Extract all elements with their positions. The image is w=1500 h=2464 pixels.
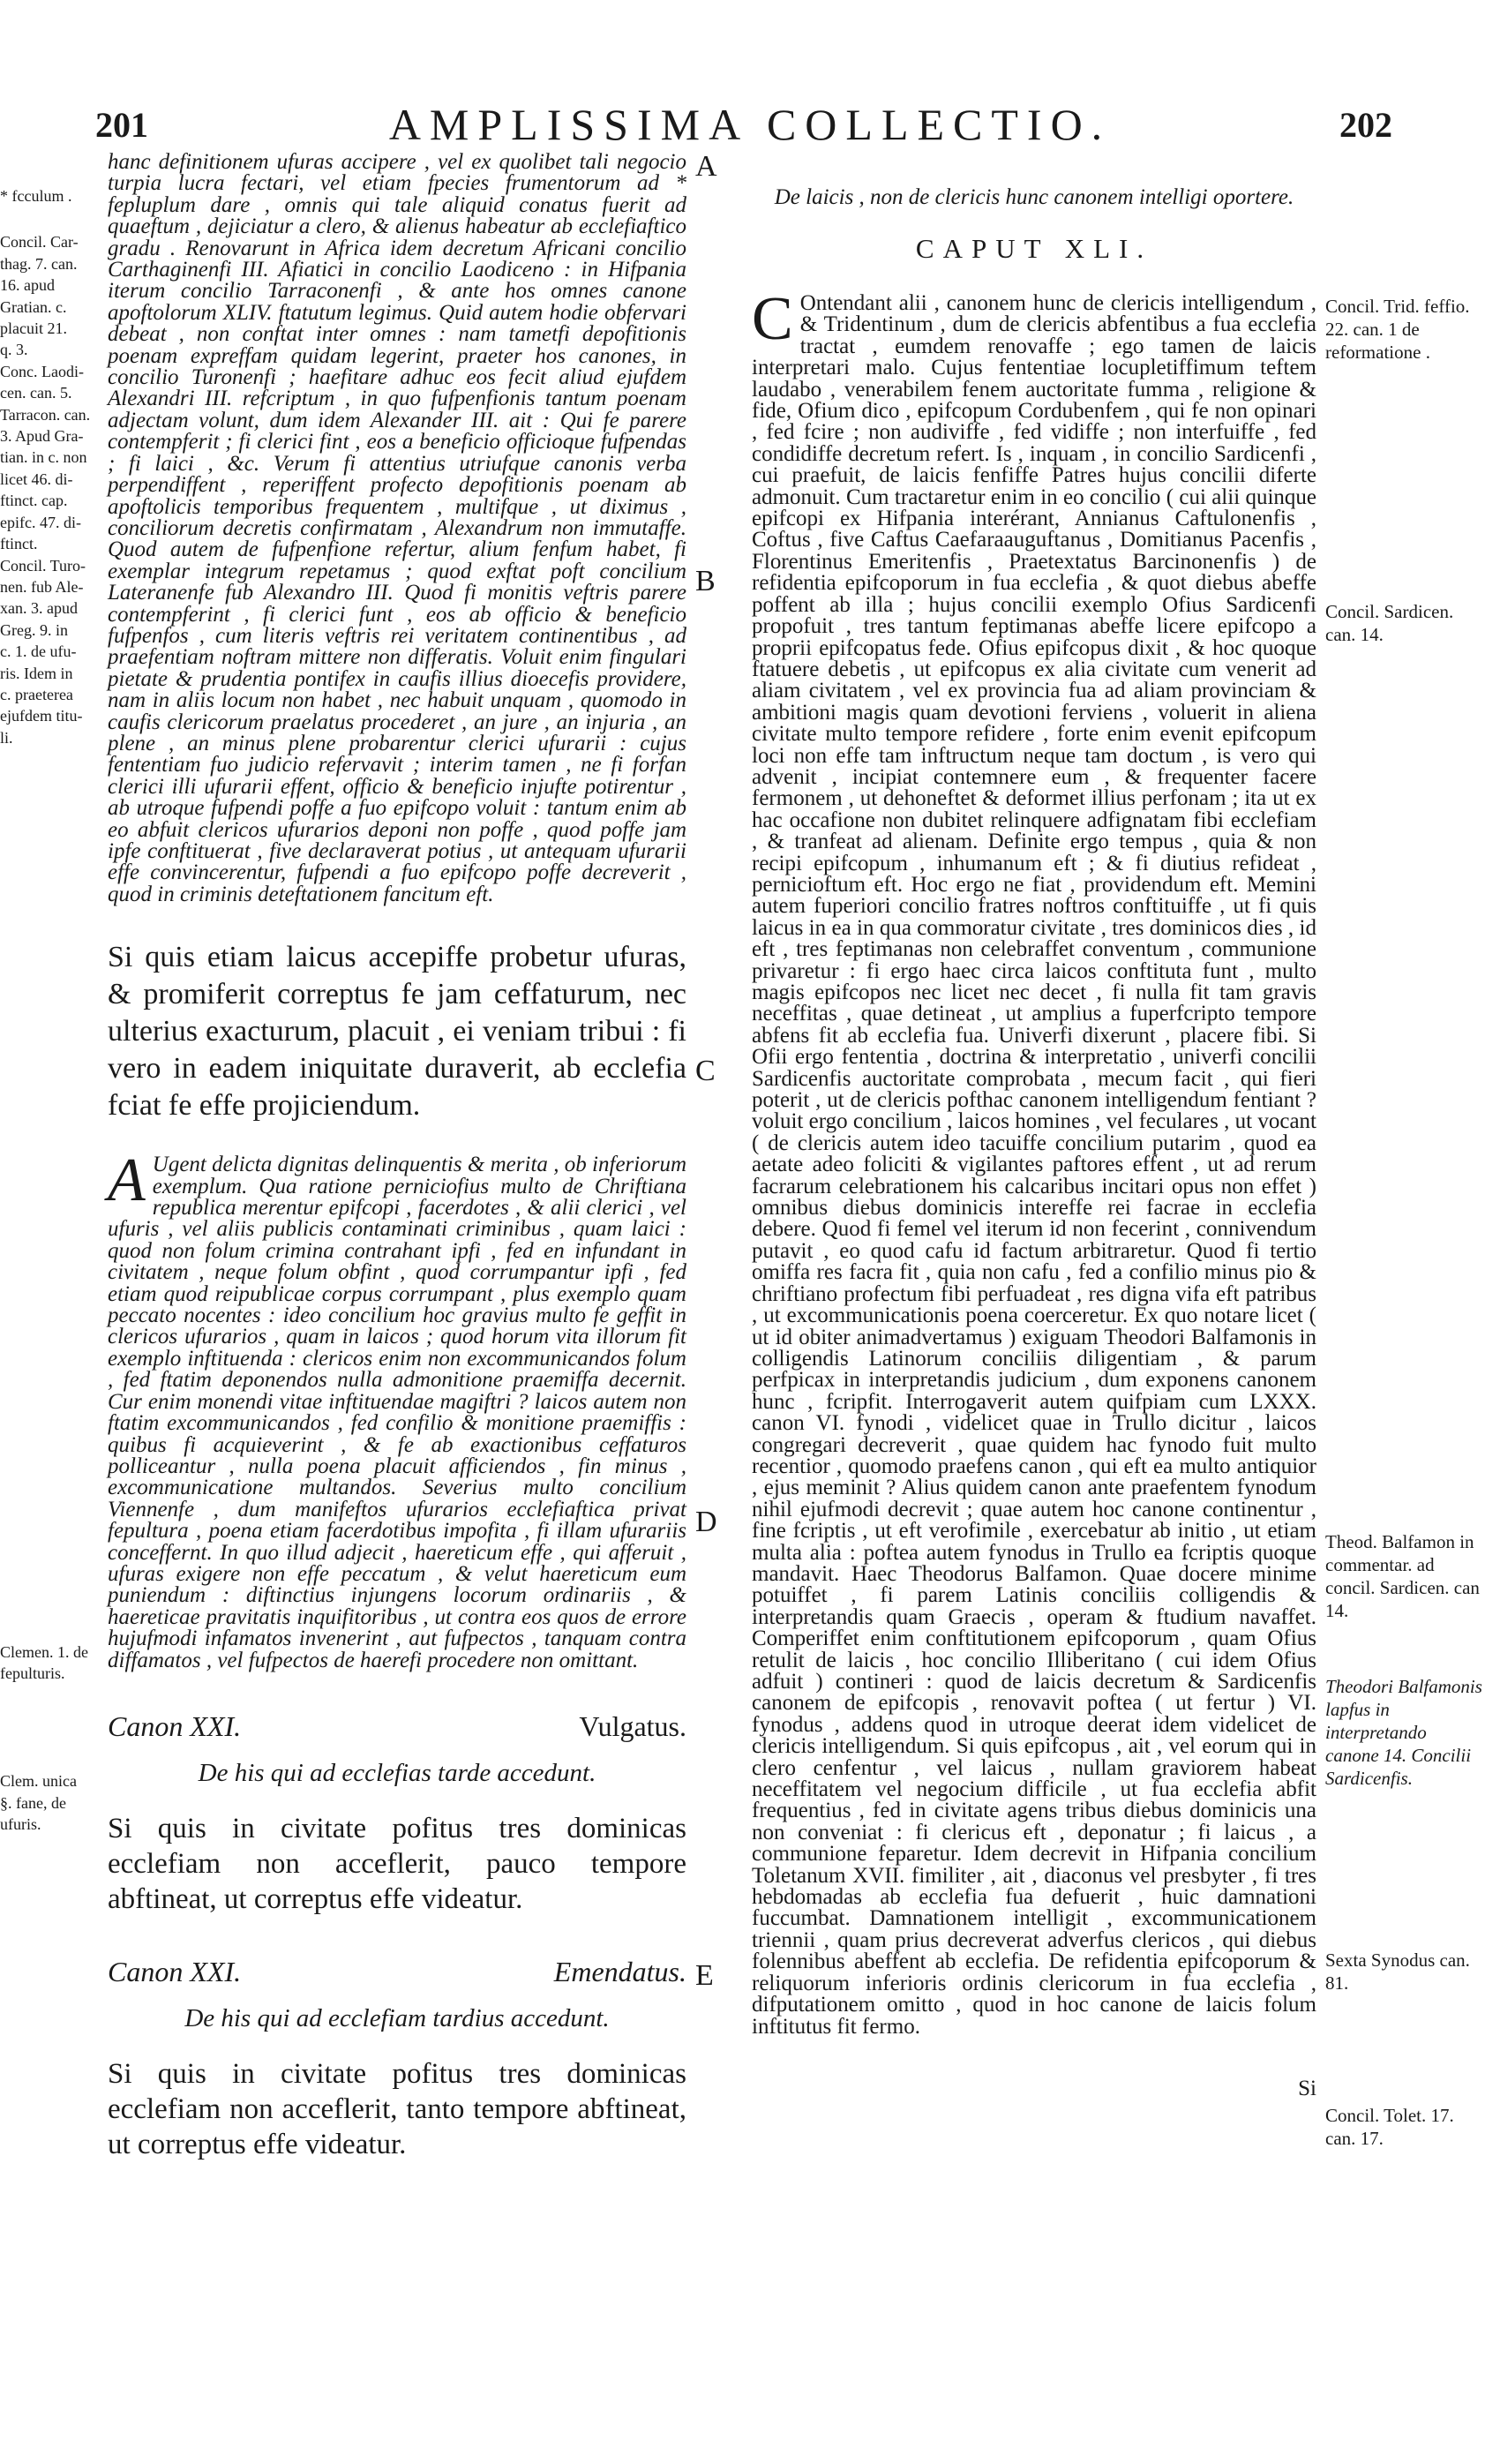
margin-note-sexta-synodus: Sexta Synodus can. 81. (1325, 1949, 1470, 1994)
margin-note: 16. apud (0, 276, 55, 295)
canon-heading-emendatus (108, 1956, 686, 1988)
canon-title: De his qui ad ecclefias tarde accedunt. (198, 1758, 596, 1787)
margin-note: Gratian. c. (0, 297, 67, 316)
margin-note: nen. fub Ale- (0, 577, 84, 596)
margin-note: xan. 3. apud (0, 599, 78, 618)
drop-cap: C (752, 285, 793, 353)
margin-note (0, 1685, 99, 1706)
margin-note: Conc. Laodi- (0, 362, 84, 380)
margin-note: §. fane, de (0, 1793, 66, 1812)
margin-note: licet 46. di- (0, 470, 73, 488)
canon-title: De his qui ad ecclefiam tardius accedunt. (184, 2003, 610, 2032)
margin-note: ftinct. cap. (0, 492, 68, 510)
commentary-paragraph: hanc definitionem ufuras accipere , vel ex quolibet tali negocio turpia lucra fectari, vel etiam fpecies frumentorum ad * fepluplum dare , omnis qui tale aliquid conatus fuerit ad quaeftum , dejiciatur a clero, & alienus habeatur ab ecclefiaftico gradu . Renovarunt in Africa idem decretum Africani concilio Carthaginenfi III. Afiatici in concilio Laodiceno : in Hifpania iterum concilio Tarraconenfi , & ante hos omnes canone apoftolorum XLIV. ftatutum legimus. Quid autem hodie obfervari debeat , non conftat inter omnes : nam tametfi depofitionis poenam expreffam quidam legerint, praeter hos canones, in concilio Turonenfi ; haefitare adhuc eos fecit aliud ejufdem Alexandri III. refcriptum , in quo fufpenfionis tantum poenam adjectam volunt, dum idem Alexander III. ait : Qui fe parere contempferit ; fi clerici fint , eos a beneficio officioque fufpendas ; fi laici , &c. Verum fi attentius utriufque canonis verba perpendiffent , reperiffent profecto depofitionis poenam ab apoftolicis temporibus frequentem , multifque , ut diximus , conciliorum decretis confirmatam , Alexandrum non immutaffe. Quod autem de fufpenfione refertur, alium fenfum habet, fi exemplar integrum repetamus ; quod exftat poft concilium Lateranenfe fub Alexandro III. Quod fi monitis veftris parere contempferint , fi clerici funt , eos ab officio & beneficio fufpenfos , cum literis veftris rei veritatem continentibus , ad praefentiam noftram mittere non differatis. Voluit enim fingulari pietate & prudentia pontifex in caufis illius dioecefis providere, nam in aliis locum non habet , nec habuit unquam , quomodo in caufis clericorum praelatus procederet , an jure , an injuria , an plene , an minus plene probarentur clerici ufurarii : cujus fententiam fuo judicio refervavit ; interim tamen , ne fi forfan clerici illi ufurarii effent, officio & beneficio injufte potirentur , ab utroque fufpendi poffe a fuo epifcopo voluit : tantum enim ab eo abfuit clericos ufurarios deponi non poffe , quod poffe jam ipfe conftituerat , five declaraverat potius , ut antequam ufurarii effe convincerentur, fufpendi a fuo epifcopo poffe decreverit , quod in criminis deteftationem fancitum eft. (108, 150, 686, 906)
margin-note: li. (0, 728, 13, 747)
canon-heading-vulgatus (108, 1710, 686, 1743)
margin-note: epifc. 47. di- (0, 513, 81, 531)
canon-label: Canon XXI. (108, 1955, 242, 1987)
margin-note-balsamon: Theod. Balfamon in commentar. ad concil. Sardicen. can 14. (1325, 1531, 1480, 1621)
left-column (108, 152, 686, 2190)
chapter-text: Ontendant alii , canonem hunc de clericis intelligendum , & Tridentinum , dum de clericis abfentibus a fua ecclefia tractat , eumdem renovaffe ; ego tamen de laicis interpretari malo. Cujus fententiae locupletiffimum teftem laudabo , venerabilem fenem auctoritate fumma , religione & fide, Ofium dico , epifcopum Cordubenfem , qui fe non opinari , fed fcire ; non audiviffe , fed vidiffe ; non interfuiffe , fed condidiffe decretum refert. Is , inquam , in concilio Sardicenfi , cui praefuit, de laicis fenfiffe Patres hujus concilii diferte admonuit. Cum tractaretur enim in eo concilio ( cui alii quinque epifcopi ex Hifpania interérant, Annianus Caftulonenfis , Coftus , five Caftus Caefaraauguftanus , Domitianus Pacenfis , Florentinus Emeritenfis , Praetextatus Barcinonenfis ) de refidentia epifcoporum in fua ecclefia , & quot diebus abeffe poffent ab illa ; hujus concilii exemplo Ofius Sardicenfi propofuit , tres tantum feptimanas abeffe licere epifcopo a proprii epifcopatus fede. Ofius epifcopus dixit , & hoc quoque ftatuere debetis , ut epifcopus ex alia civitate cum venerit ad aliam civitatem , vel ex provincia fua ad aliam provinciam & ambitioni magis quam devotioni ferviens , voluerit in aliena civitate multo tempore refidere , forte enim evenit epifcopum loci non effe tam inftructum neque tam doctum , is vero qui advenit , incipiat contemnere eum , & frequenter facere fermonem , ut dehoneftet & deformet illius perfonam ; ita ut ex hac occafione non dubitet relinquere adfignatam fibi ecclefiam , & tranfeat ad alienam. Definite ergo tempus , quia & non recipi epifcopum , inhumanum eft ; & fi diutius refideat , pernicioftum eft. Hoc ergo ne fiat , providendum eft. Memini autem fuperiori concilio fratres noftros conftituiffe , ut fi quis laicus in ea in qua commoratur civitate , tres dominicos dies , id eft , tres feptimanas non celebraffet conventum , communione privaretur : fi ergo haec circa laicos conftituta funt , multo magis epifcopos nec licet nec decet , fi nulla fit tam gravis neceffitas , quae detineat , ut amplius a fuperfcripto tempore abfens fit ab ecclefia fua. Univerfi dixerunt , placere fibi. Si Ofii ergo fententia , doctrina & interpretatio , univerfi concilii Sardicenfis auctoritate comprobata , mecum facit , qui fieri poterit , ut de clericis pofthac canonem intelligendum fentiant ? voluit ergo concilium , laicos homines , vel feculares , ut vocant ( de clericis autem ideo tacuiffe concilium putarim , quod ea aetate adeo foliciti & vigilantes paftores effent , ut ad rerum facrarum celebrationem his calcaribus incitari opus non effet ) omnibus diebus dominicis intereffe rei facrae in ecclefia debere. Quod fi femel vel iterum id non fecerint , connivendum putavit , eo quod cafu id factum arbitraretur. Quod fi tertio omiffa res facra fit , quia non cafu , fed a confilio minus pio & chriftiano profectum fibi perfuadeat , res digna vifa eft patribus , ut excommunicationis poena coerceretur. Ex quo notare licet ( ut id obiter animadvertamus ) exiguam Theodori Balfamonis in colligendis Latinorum conciliis diligentiam , & parum perfpicax in interpretandis judicium , dum exponens canonem hunc , fcripfit. Interrogaverit autem quifpiam cum LXXX. canon VI. fynodi , videlicet quae in Trullo dicitur , laicos congregari decreverit , quae quidem hac fynodo fuit multo recentior , quomodo praefens canon , qui eft ea multo antiquior , ejus meminit ? Alius quidem canon ante praefentem fynodum nihil ejufmodi decrevit ; quae autem hoc canone continentur , fine fcriptis , ut eft verofimile , exercebatur ab initio , ut etiam multa alia : poftea autem fynodus in Trullo ea fcriptis quoque mandavit. Haec Theodorus Balfamon. Quae docere minime potuiffet , fi parem Latinis conciliis colligendis & interpretandis quam Graecis , operam & ftudium navaffet. Comperiffet enim conftitutionem epifcoporum , quam Ofius retulit de laicis , hoc concilio Illiberitano ( cui idem Ofius adfuit ) contineri : quod de laicis decretum & Sardicenfis canonem de epifcopis , renovavit poftea ( ut fertur ) VI. fynodus , addens quod in utroque deerat idem videlicet de clericis intelligendum. Si quis epifcopus , ait , vel eorum qui in clero cenfentur , vel laicus , nullam graviorem habeat neceffitatem vel negocium difficile , ut fua ecclefia abfit frequentius , fed in civitate agens tribus diebus dominicis una non conveniat : fi clericus eft , deponatur ; fi laicus , a communione feparetur. Idem decrevit in Hifpania concilium Toletanum XVII. fimiliter , ait , diaconus vel presbyter , fi tres hebdomadas ab ecclefia fua defuerit , huic damnationi fuccumbat. Damnationem intelligit , excommunicationem triennii , quam prius decreverat adverfus clericos , qui diebus folennibus abeffent ab ecclefia. De refidentia epifcoporum & reliquorum inferioris ordinis clericorum in fua ecclefia , difputationem omitto , quod in hoc canone de laicis folum inftitutus fit fermo. (752, 291, 1316, 2039)
margin-note: Concil. Car- (0, 233, 79, 252)
margin-note: Concil. Turo- (0, 556, 86, 575)
canon-body: Si quis in civitate pofitus tres dominicas ecclefiam non acceflerit, tanto tempore abftineat, ut correptus effe videatur. (108, 2057, 686, 2160)
drop-cap: A (108, 1146, 146, 1215)
canon-label: Canon XXI. (108, 1709, 242, 1742)
catchword: Si (1298, 2076, 1316, 2100)
margin-note: cen. can. 5. (0, 384, 72, 402)
running-head: AMPLISSIMA COLLECTIO. (388, 100, 1112, 149)
section-letter-e: E (695, 1959, 714, 1992)
margin-note: Tarracon. can. (0, 405, 91, 424)
margin-note: tian. in c. non (0, 448, 87, 467)
margin-note: ftinct. (0, 535, 38, 553)
margin-note: ejufdem titu- (0, 707, 83, 725)
margin-note: thag. 7. can. (0, 254, 78, 273)
canon-body: Si quis in civitate pofitus tres dominicas ecclefiam non acceflerit, pauco tempore abftineat, ut correptus effe videatur. (108, 1812, 686, 1915)
margin-note: * fcculum . (0, 187, 72, 205)
page-number-right: 202 (1339, 105, 1392, 145)
margin-note: Clem. unica (0, 1772, 77, 1791)
margin-note: q. 3. (0, 341, 28, 359)
margin-note: fepulturis. (0, 1664, 65, 1683)
margin-note-toletanum: Concil. Tolet. 17. can. 17. (1325, 2105, 1454, 2149)
margin-note: c. praeterea (0, 685, 73, 703)
margin-note: placuit 21. (0, 319, 67, 338)
margin-note: c. 1. de ufu- (0, 642, 77, 661)
commentary-paragraph-2 (108, 1146, 686, 1672)
margin-note-trid: Concil. Trid. feffio. 22. can. 1 de reformatione . (1325, 296, 1470, 363)
commentary-text: Ugent delicta dignitas delinquentis & merita , ob inferiorum exemplum. Qua ratione perniciofius multo de Chriftiana republica merentur epifcopi , facerdotes , & alii clerici , vel ufuris , vel aliis publicis contaminati criminibus , quam laici : quod non folum crimina contrahant ipfi , fed en infundant in civitatem , neque folum obfint , quod corrumpantur ipfi , fed etiam quod reipublicae corpus corrumpant , plus exemplo quam peccato nocentes : ideo concilium hoc gravius multo fe geffit in clericos ufurarios , quam in laicos ; quod horum vita illorum fit exemplo inftituenda : clericos enim non excommunicandos folum , fed ftatim deponendos nulla admonitione praemiffa decernit. Cur enim monendi vitae inftituendae magiftri ? laicos autem non ftatim excommunicandos , fed confilio & monitione praemiffis : quibus fi acquieverint , & fe ab exactionibus ceffaturos polliceantur , nulla poena placuit afficiendos , fin minus , excommunicatione multandos. Severius multo concilium Viennenfe , dum manifeftos ufurarios ecclefiaftica privat fepultura , poena etiam facerdotibus impofita , fi illam ufurariis conceffernt. In quo illud adjecit , haereticum effe , qui afferuit , ufuras exigere non effe peccatum , & velut haereticum eum puniendum : diftinctius injungens locorum ordinariis , & haereticae pravitatis inquifitoribus , ut contra eos quos de errore hujufmodi infamatos invenerint , aut fufpectos , tanquam contra diffamatos , vel fufpectos de haerefi procedere non omittant. (108, 1153, 686, 1672)
margin-note (0, 1728, 99, 1749)
canon-version: Vulgatus. (579, 1709, 686, 1742)
section-letter-a: A (695, 150, 717, 183)
margin-note (0, 1749, 99, 1770)
margin-note-balsamon-lapsus: Theodori Balfamonis lapfus in interpretando canone 14. Concilii Sardicenfis. (1325, 1676, 1482, 1789)
margin-note-sardic: Concil. Sardicen. can. 14. (1325, 601, 1454, 645)
section-letter-d: D (695, 1506, 717, 1538)
chapter-heading: CAPUT XLI. (915, 233, 1153, 264)
right-column (752, 185, 1316, 2101)
margin-note (0, 1706, 99, 1727)
chapter-subject: De laicis , non de clericis hunc canonem intelligi oportere. (774, 185, 1294, 209)
section-letter-c: C (695, 1055, 716, 1087)
left-margin-notes-lower (0, 1641, 99, 1836)
canon-text: Si quis etiam laicus accepiffe probetur ufuras, & promiferit correptus fe jam ceffaturum, nec ulterius exacturum, placuit , ei veniam tribui : fi vero in eadem iniquitate duraverit, ab ecclefia fciat fe effe projiciendum. (108, 941, 686, 1123)
margin-note: Greg. 9. in (0, 620, 68, 639)
margin-note: Clemen. 1. de (0, 1643, 88, 1661)
margin-note: ris. Idem in (0, 664, 73, 682)
chapter-body (752, 285, 1316, 2039)
page-number-left: 201 (95, 105, 148, 145)
canon-version: Emendatus. (553, 1955, 686, 1987)
left-margin-notes (0, 185, 99, 748)
margin-note: 3. Apud Gra- (0, 427, 84, 446)
margin-note: ufuris. (0, 1815, 41, 1834)
section-letter-b: B (695, 565, 716, 597)
